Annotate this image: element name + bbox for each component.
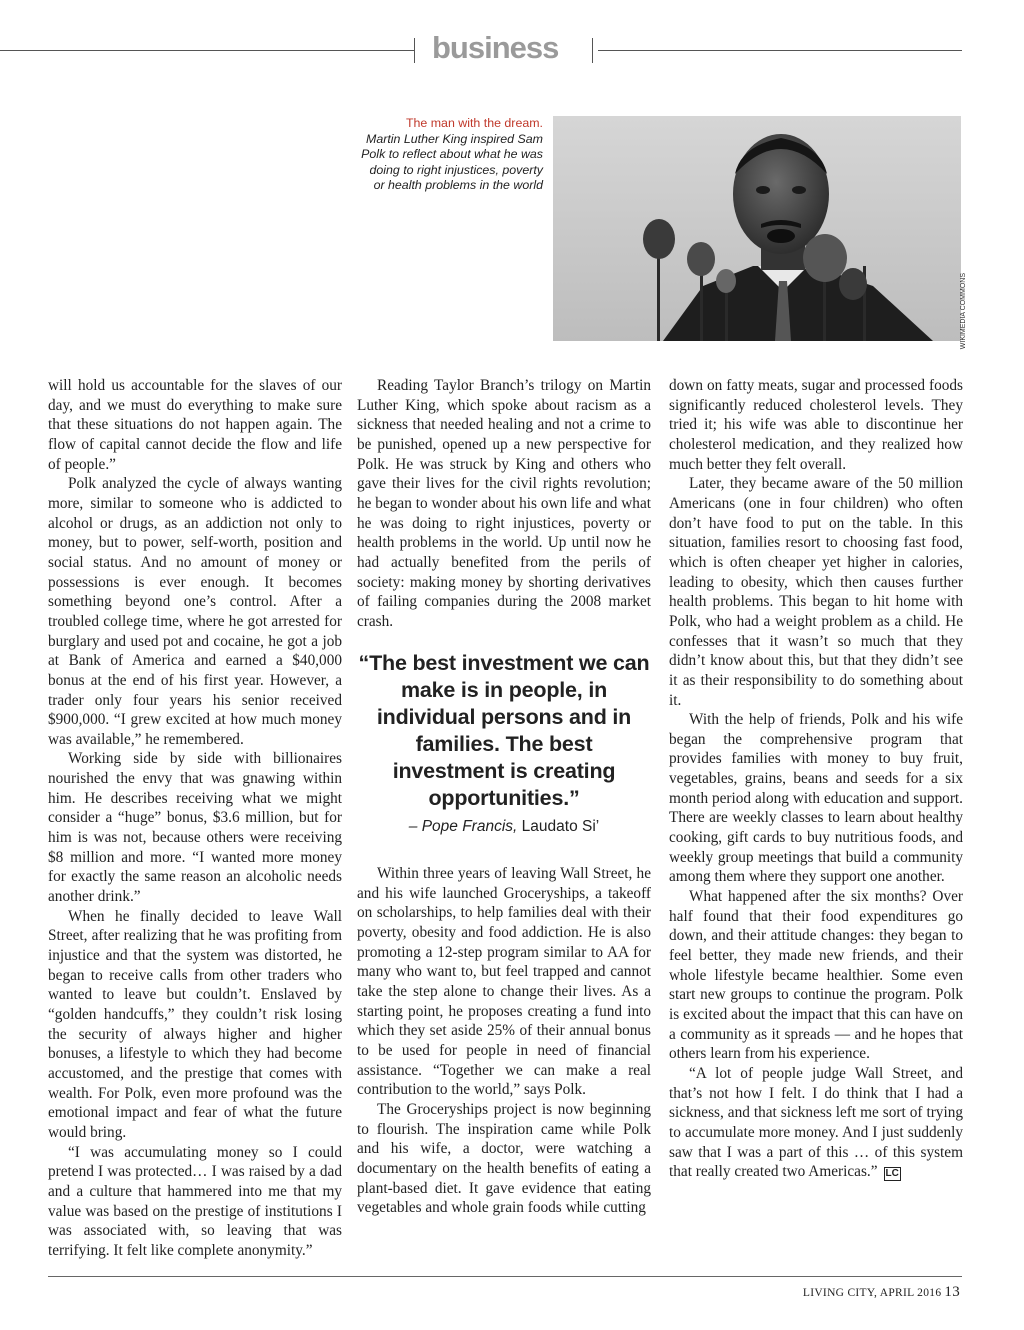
photo-caption bbox=[360, 116, 543, 194]
section-title: business bbox=[432, 30, 559, 65]
attribution-work: Laudato Si’ bbox=[521, 818, 600, 835]
attribution-name: – Pope Francis, bbox=[408, 818, 518, 835]
speaker-photo-illustration bbox=[553, 116, 961, 341]
paragraph: Working side by side with billionaires nourished the envy that was gnawing within him. He describes receiving what we might consider a “huge” bonus, $3.6 million, but for him is was not, because others were receiving $8 million and more. “I wanted more money for exactly the same reason an alcoholic needs another drink.” bbox=[48, 750, 342, 906]
header-tick-left bbox=[414, 38, 415, 63]
paragraph: With the help of friends, Polk and his wife began the comprehensive program that provides families with money to buy fruit, vegetables, grains, beans and seeds for a six month period along with education and support. There are weekly classes to learn about healthy cooking, gift cards to buy nutritious foods, and weekly group meetings that build a community among them where they support one another. bbox=[669, 711, 963, 886]
footer-rule bbox=[48, 1276, 962, 1277]
photo-credit: WIKIMEDIA COMMONS bbox=[960, 273, 967, 350]
caption-body: Martin Luther King inspired Sam Polk to reflect about what he was doing to right injustices, poverty or health problems in the world bbox=[361, 131, 543, 193]
paragraph: What happened after the six months? Over half found that their food expenditures go down, and their attitude changes: they began to feel better, they made new friends, and their whole lifestyle became healthier. Some even start new groups to continue the program. Polk is excited about the impact that this can have on a community as it spreads — and he hopes that others learn from his experience. bbox=[669, 888, 963, 1063]
pull-quote-attribution bbox=[357, 818, 651, 836]
paragraph: down on fatty meats, sugar and processed foods significantly reduced cholesterol levels. They tried it; his wife was able to discontinue her cholesterol medication, and they realized how much better they felt overall. bbox=[669, 377, 963, 473]
article-column-2-bottom bbox=[357, 864, 651, 1218]
article-column-3 bbox=[669, 376, 963, 1182]
pull-quote: “The best investment we can make is in people, in individual persons and in families. The best investment is creating opportunities.” bbox=[358, 651, 650, 810]
paragraph: When he finally decided to leave Wall Street, after realizing that he was profiting from injustice and that the system was distorted, he began to receive calls from other traders who wanted to leave but couldn’t. Enslaved by “golden handcuffs,” they couldn’t risk losing the security of always higher and higher bonuses, a lifestyle to which they had become accustomed, and the prestige that comes with wealth. For Polk, even more profound was the emotional impact and fear of what the future would bring. bbox=[48, 907, 342, 1141]
page-footer bbox=[803, 1284, 960, 1301]
paragraph: Reading Taylor Branch’s trilogy on Martin Luther King, which spoke about racism as a sickness that needed healing and not a crime to be punished, opened up a new perspective for Polk. He was struck by King and others who gave their lives for the civil rights revolution; he began to wonder about his own life and what he was doing to right injustices, poverty or health problems in the world. Up until now he had actually benefited from the perils of society: making money by shorting derivatives of failing companies during the 2008 market crash. bbox=[357, 377, 651, 630]
paragraph: Polk analyzed the cycle of always wanting more, similar to someone who is addicted to alcohol or drugs, as an addiction not only to money, but to power, self-worth, position and social status. And no amount of money or possessions is ever enough. It becomes something beyond one’s control. After a troubled college time, where he got arrested for burglary and used pot and cocaine, he got a job at Bank of America and earned a $40,000 bonus at the end of his first year. However, a trader only four years his senior received $900,000. “I grew excited at how much money was available,” he remembered. bbox=[48, 475, 342, 748]
article-column-1 bbox=[48, 376, 342, 1261]
page-number: 13 bbox=[944, 1284, 960, 1300]
header-tick-right bbox=[592, 38, 593, 63]
speaker-photo bbox=[553, 116, 961, 341]
paragraph-last: “A lot of people judge Wall Street, and that’s not how I felt. I do think that I had a sickness, and that sickness left me sort of trying to accumulate more money. And I just suddenly saw that I was a part of this … of this system that really created two Americas.” LC bbox=[669, 1064, 963, 1181]
paragraph: The Groceryships project is now beginning to flourish. The inspiration came while Polk and his wife, a doctor, were watching a documentary on the health benefits of eating a plant-based diet. It gave evidence that eating vegetables and whole grain foods while cutting bbox=[357, 1100, 651, 1217]
header-rule-right bbox=[598, 50, 962, 51]
paragraph: Later, they became aware of the 50 million Americans (one in four children) who often don’t have food to put on the table. In this situation, families resort to choosing fast food, which is often cheaper yet higher in calories, leading to obesity, which then causes further health problems. This began to hit home with Polk, who had a weight problem as a child. He confesses that it wasn’t so much that they didn’t know about this, but that they didn’t see it as their responsibility to do something about it. bbox=[669, 475, 963, 709]
header-rule-left bbox=[0, 50, 414, 51]
paragraph: will hold us accountable for the slaves of our day, and we must do everything to make sure that these situations do not happen again. The flow of capital cannot decide the flow and life of people.” bbox=[48, 377, 342, 473]
publication-info: LIVING CITY, APRIL 2016 bbox=[802, 1287, 942, 1299]
paragraph: Within three years of leaving Wall Street, he and his wife launched Groceryships, a takeoff on scholarships, to help families deal with their poverty, obesity and food addiction. He is also promoting a 12-step program similar to AA for many who want to, but feel trapped and cannot take the step alone to change their lives. As a starting point, he proposes creating a fund into which they set aside 25% of their annual bonus to be used for people in need of financial assistance. “Together we can make a real contribution to the world,” says Polk. bbox=[357, 865, 651, 1099]
article-column-2-top bbox=[357, 376, 651, 632]
paragraph: “I was accumulating money so I could pretend I was protected… I was raised by a dad and a culture that hammered into me that my value was based on the prestige of institutions I was associated with, so leaving that was terrifying. It felt like complete anonymity.” bbox=[48, 1143, 342, 1259]
end-mark-logo: LC bbox=[885, 1168, 899, 1180]
caption-lead: The man with the dream. bbox=[405, 116, 543, 130]
